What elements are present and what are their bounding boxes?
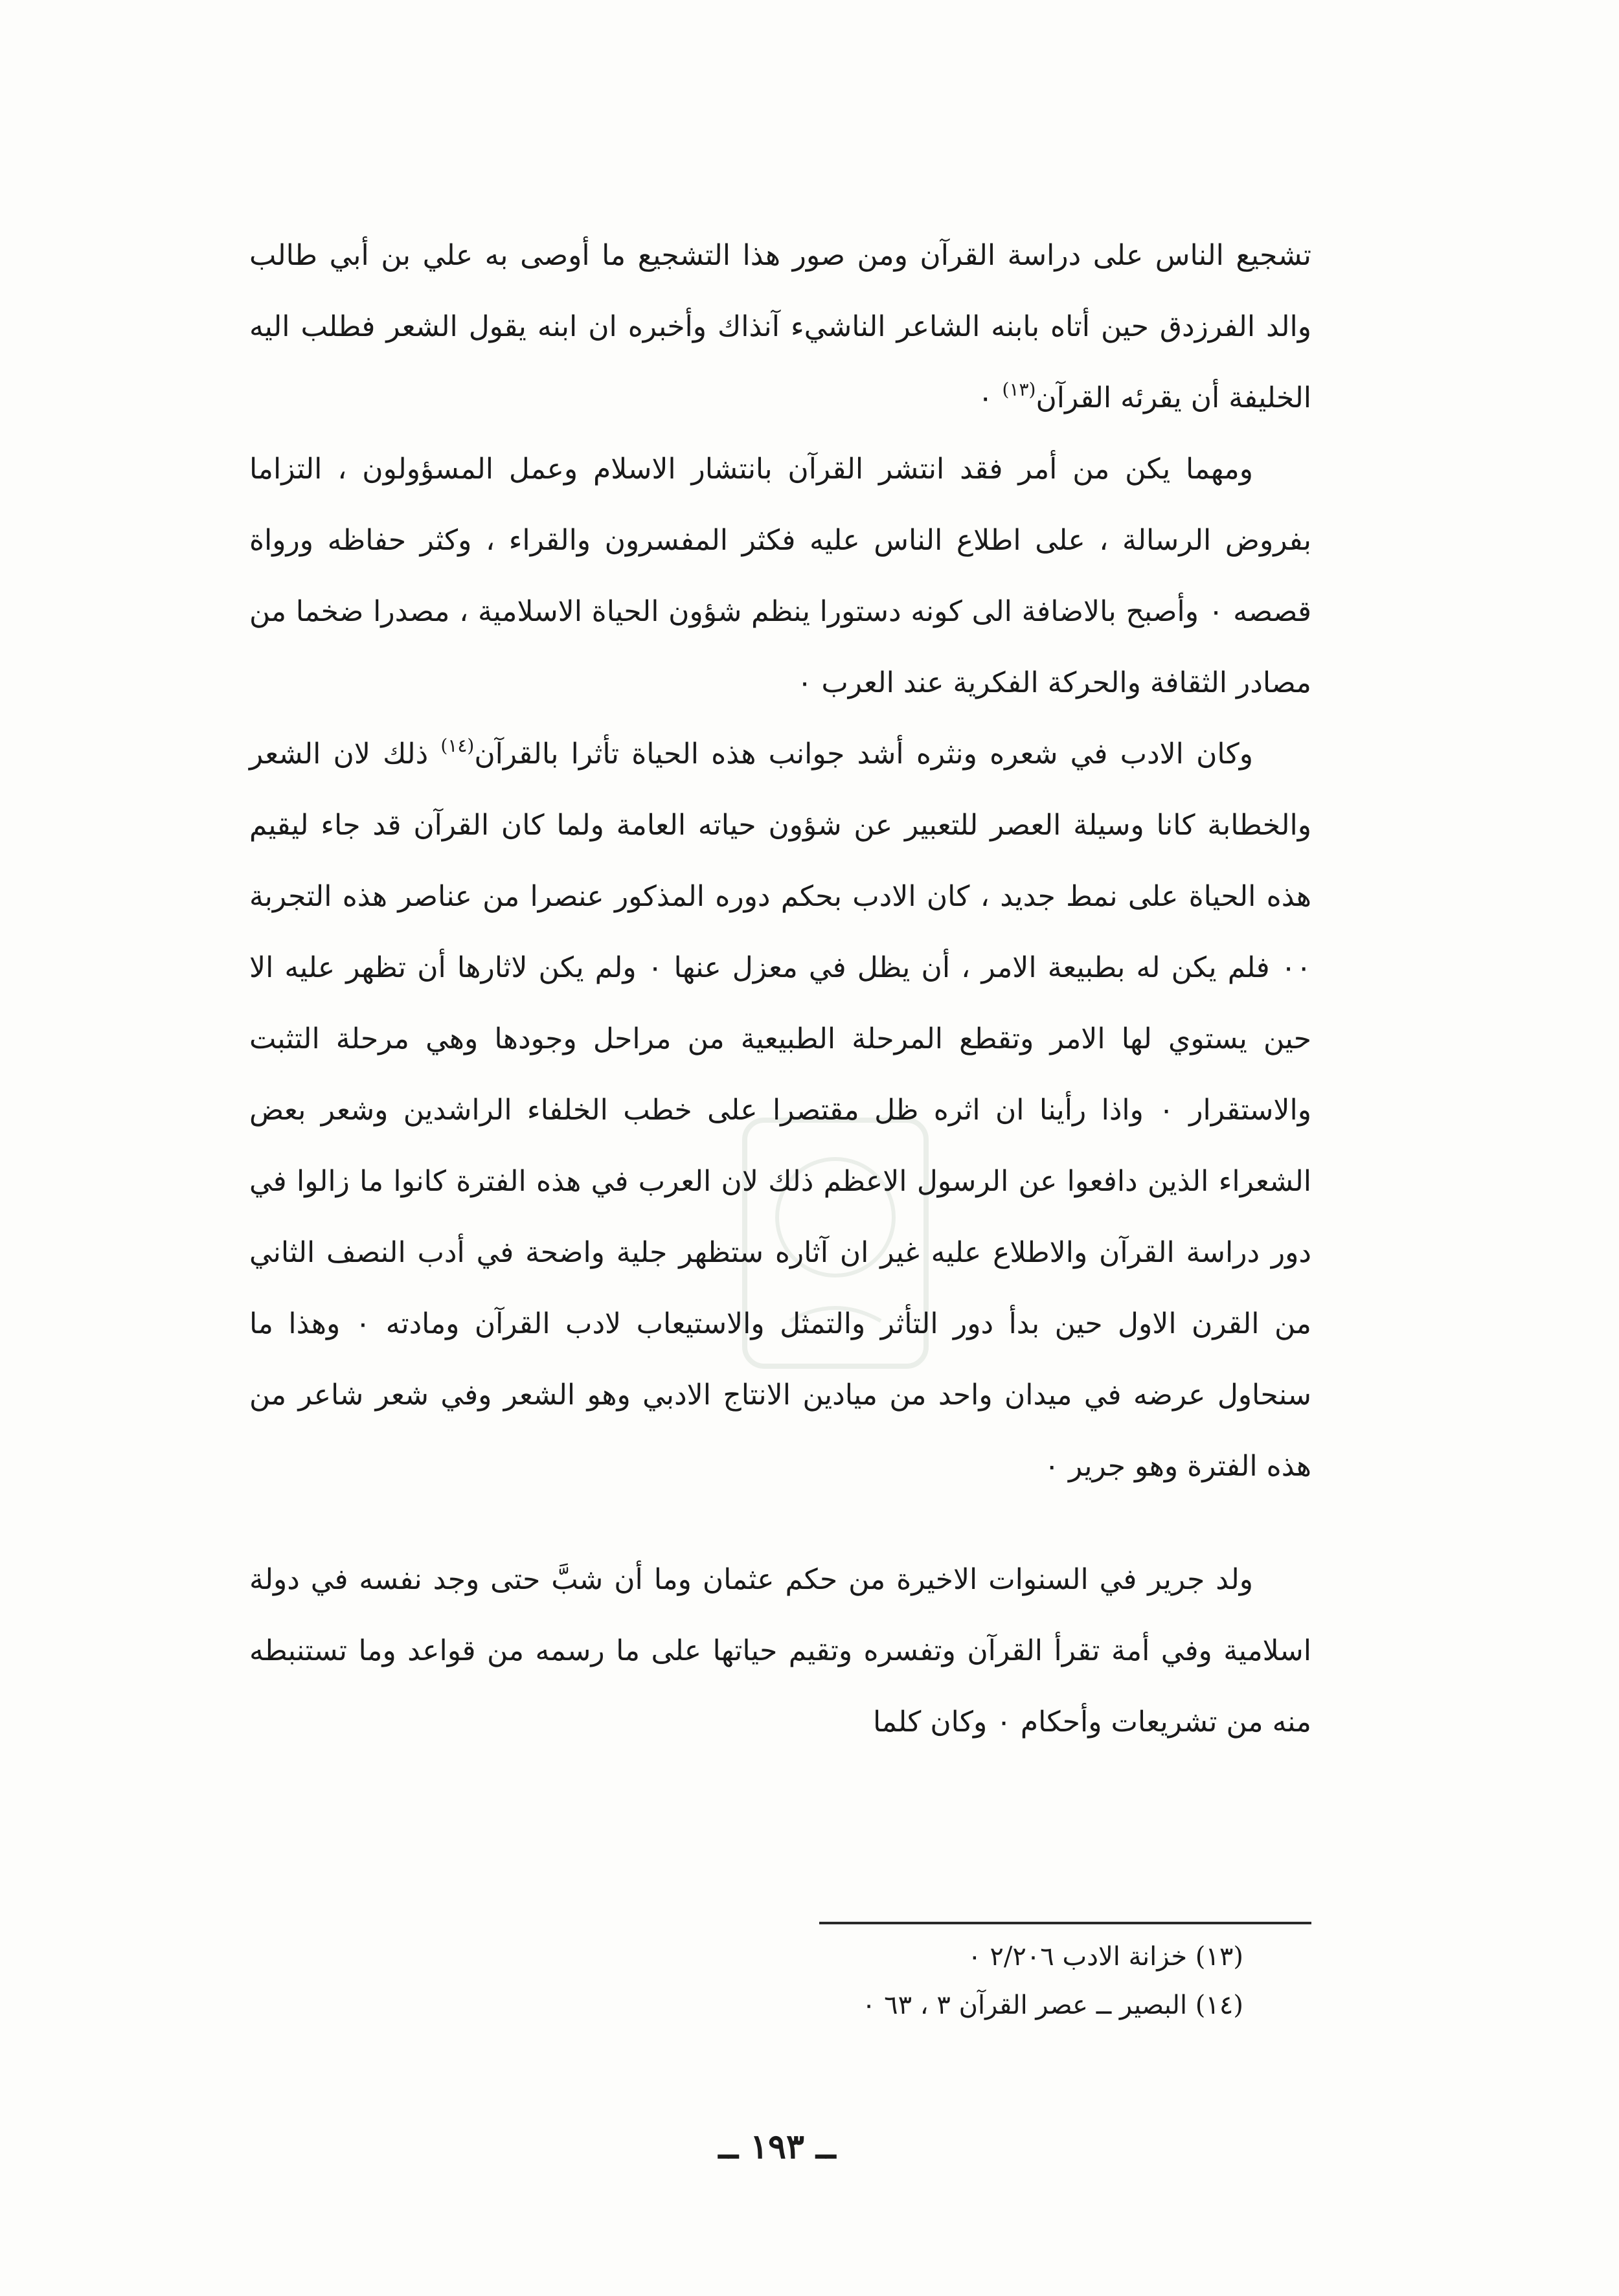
paragraph-3-tail: ذلك لان الشعر والخطابة كانا وسيلة العصر للتعبير عن شؤون حياته العامة ولما كان القرآن قد جاء ليقيم هذه الحياة على نمط جديد ، كان الادب بحكم دوره المذكور عنصرا من عناصر هذه التجربة ٠٠ فلم يكن له بطبيعة الامر ، أن يظل في معزل عنها ٠ ولم يكن لاثارها أن تظهر عليه الا حين يستوي لها الامر وتقطع المرحلة الطبيعية من مراحل وجودها وهي مرحلة التثبت والاستقرار ٠ واذا رأينا ان اثره ظل مقتصرا على خطب الخلفاء الراشدين وشعر بعض الشعراء الذين دافعوا عن الرسول الاعظم ذلك لان العرب في هذه الفترة كانوا ما زالوا في دور دراسة القرآن والاطلاع عليه غير ان آثاره ستظهر جلية واضحة في أدب النصف الثاني من القرن الاول حين بدأ دور التأثر والتمثل والاستيعاب لادب القرآن ومادته ٠ وهذا ما سنحاول عرضه في ميدان واحد من ميادين الانتاج الادبي وهو الشعر وفي شعر شاعر من هذه الفترة وهو جرير ٠ (249, 737, 1311, 1483)
paragraph-4 (249, 1544, 1311, 1758)
paragraph-1 (249, 220, 1311, 434)
paragraph-3 (249, 719, 1311, 1502)
paragraph-4-text: ولد جرير في السنوات الاخيرة من حكم عثمان وما أن شبَّ حتى وجد نفسه في دولة اسلامية وفي أمة تقرأ القرآن وتفسره وتقيم حياتها على ما رسمه من قواعد وما تستنبطه منه من تشريعات وأحكام ٠ وكان كلما (249, 1563, 1311, 1739)
footnote-ref-13: (١٣) (1002, 379, 1036, 400)
paragraph-2 (249, 434, 1311, 719)
footnotes (712, 1933, 1243, 2030)
article-body (249, 220, 1311, 1758)
footnote-ref-14: (١٤) (440, 735, 475, 756)
paragraph-2-text: ومهما يكن من أمر فقد انتشر القرآن بانتشار الاسلام وعمل المسؤولون ، التزاما بفروض الرسالة ، على اطلاع الناس عليه فكثر المفسرون والقراء ، وكثر حفاظه ورواة قصصه ٠ وأصبح بالاضافة الى كونه دستورا ينظم شؤون الحياة الاسلامية ، مصدرا ضخما من مصادر الثقافة والحركة الفكرية عند العرب ٠ (249, 453, 1312, 699)
paragraph-3-text: وكان الادب في شعره ونثره أشد جوانب هذه الحياة تأثرا بالقرآن (474, 737, 1253, 771)
footnote-14: (١٤) البصير ــ عصر القرآن ٣ ، ٦٣ ٠ (861, 1990, 1243, 2020)
footnote-13: (١٣) خزانة الادب ٢/٢٠٦ ٠ (968, 1942, 1243, 1972)
page-number: ــ ١٩٣ ــ (718, 2127, 836, 2167)
paragraph-1-tail: ٠ (977, 381, 1002, 414)
paragraph-1-text: تشجيع الناس على دراسة القرآن ومن صور هذا التشجيع ما أوصى به علي بن أبي طالب والد الفرزدق حين أتاه بابنه الشاعر الناشيء آنذاك وأخبره ان ابنه يقول الشعر فطلب اليه الخليفة أن يقرئه القرآن (249, 239, 1311, 414)
footnote-divider (819, 1922, 1311, 1924)
